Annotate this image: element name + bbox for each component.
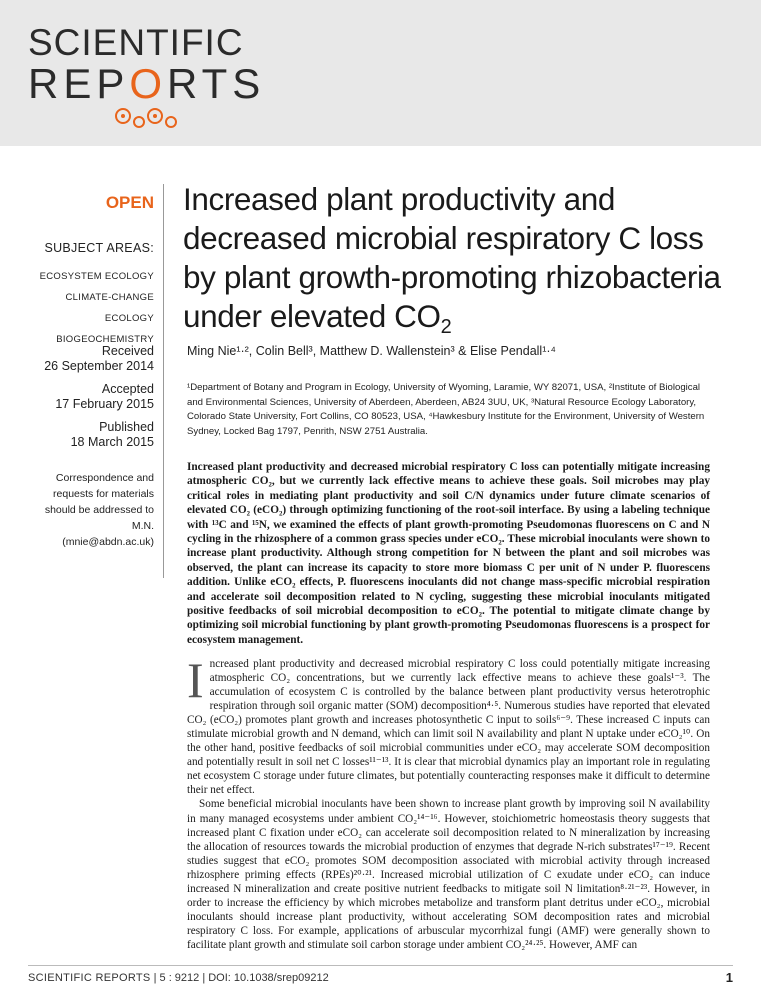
article-dates xyxy=(14,344,154,450)
footer-doi: | 5 : 9212 | DOI: 10.1038/srep09212 xyxy=(150,972,329,984)
subject-areas-title: SUBJECT AREAS: xyxy=(44,241,154,255)
abstract: Increased plant productivity and decreased microbial respiratory C loss can potentially mitigate increasing atmospheric CO₂, but we currently lack effective means to achieve these goals. Soil microbes may play critical roles in mediating plant productivity and soil C/N dynamics under future climate scenarios of elevated CO₂ (eCO₂) through optimizing functioning of the root-soil interface. By using a labeling technique with ¹³C and ¹⁵N, we examined the effects of plant growth-promoting Pseudomonas fluorescens on C and N cycling in the rhizosphere of a common grass species under eCO₂. These microbial inoculants were shown to increase plant productivity. Although strong competition for N between the plant and soil microbes was observed, the plant can increase its capacity to store more biomass C per unit of N under P. fluorescens addition. Unlike eCO₂ effects, P. fluorescens inoculants did not change mass-specific microbial respiration and accelerate soil decomposition related to N cycling, suggesting these microbial inoculants mitigated positive feedbacks of soil microbial decomposition to eCO₂. The potential to mitigate climate change by optimizing soil microbial functioning by plant growth-promoting Pseudomonas fluorescens is a prospect for ecosystem management. xyxy=(187,461,710,646)
received-label: Received xyxy=(101,344,154,358)
footer-citation xyxy=(28,972,329,984)
received-date: 26 September 2014 xyxy=(44,359,154,373)
body-text xyxy=(187,652,710,952)
author-list: Ming Nie¹·², Colin Bell³, Matthew D. Wallenstein³ & Elise Pendall¹·⁴ xyxy=(187,344,556,358)
logo-rts: RTS xyxy=(167,60,266,107)
title-text: Increased plant productivity and decreased microbial respiratory C loss by plant growth-promoting rhizobacteria under elevated CO xyxy=(183,181,721,334)
accepted-label: Accepted xyxy=(101,382,154,396)
open-access-label: OPEN xyxy=(105,193,154,212)
footer-brand: SCIENTIFIC REPORTS xyxy=(28,972,151,984)
footer-rule xyxy=(28,965,733,966)
journal-logo-top: SCIENTIFIC xyxy=(28,22,244,63)
correspondence-note: Correspondence and requests for materials should be addressed to M.N. (mnie@abdn.ac.uk) xyxy=(44,472,154,548)
affiliations: ¹Department of Botany and Program in Ecology, University of Wyoming, Laramie, WY 82071, USA, ²Institute of Biological and Environmental Sciences, University of Aberdeen, Aberdeen, AB24 3UU, UK, ³Natural Resource Ecology Laboratory, Colorado State University, Fort Collins, CO 80523, USA, ⁴Hawkesbury Institute for the Environment, University of Western Sydney, Locked Bag 1797, Penrith, NSW 2751 Australia. xyxy=(187,382,705,437)
subject-item[interactable]: CLIMATE-CHANGE ECOLOGY xyxy=(65,292,154,324)
journal-header xyxy=(0,0,761,146)
logo-o: O xyxy=(129,60,168,107)
title-subscript: 2 xyxy=(440,316,452,338)
gear-icon xyxy=(105,64,195,134)
subject-item[interactable]: BIOGEOCHEMISTRY xyxy=(56,334,154,345)
article-title xyxy=(183,180,723,347)
published-label: Published xyxy=(99,420,154,434)
subject-item[interactable]: ECOSYSTEM ECOLOGY xyxy=(39,271,154,282)
sidebar-divider xyxy=(163,184,164,578)
logo-rep: REP xyxy=(28,60,130,107)
published-date: 18 March 2015 xyxy=(70,435,154,449)
paragraph xyxy=(187,652,710,797)
accepted-date: 17 February 2015 xyxy=(55,397,154,411)
paragraph-text: ncreased plant productivity and decreased microbial respiratory C loss could potentially mitigate increasing atmospheric CO₂ concentrations, but we currently lack effective means to achieve these goals¹⁻³. The accumulation of ecosystem C is controlled by the balance between plant productivity versus heterotrophic respiration through soil organic matter (SOM) decomposition⁴·⁵. Numerous studies have reported that elevated CO₂ (eCO₂) promotes plant growth and increases photosynthetic C input to soils⁶⁻⁹. These increased C inputs can stimulate microbial growth and N demand, which can limit soil N availability and plant N uptake under eCO₂¹⁰. On the other hand, positive feedbacks of soil microbial communities under eCO₂ may accelerate SOM decomposition and potentially result in soil net C losses¹¹⁻¹³. It is clear that microbial dynamics play an important role in regulating net ecosystem C storage under future climates, but potentially counteracting responses make it difficult to determine their net effect. xyxy=(187,658,710,797)
subject-areas-list xyxy=(14,266,154,350)
page-number: 1 xyxy=(725,970,733,985)
paragraph: Some beneficial microbial inoculants have been shown to increase plant growth by improving soil N availability in many managed ecosystems under ambient CO₂¹⁴⁻¹⁶. However, stoichiometric homeostasis theory suggests that increased plant C fixation under eCO₂ can accelerate soil decomposition related to N mineralization by increasing the allocation of resources towards the microbial production of enzymes that degrade N-rich substrates¹⁷⁻¹⁹. Recent studies suggest that eCO₂ promotes SOM decomposition associated with microbial activity through increased rhizosphere priming effects (RPEs)²⁰·²¹. Increased microbial utilization of C exudate under eCO₂ can induce increased N mineralization and create positive nutrient feedbacks to mitigate soil N limitation⁸·²¹⁻²³. However, in order to increase the efficiency by which microbes metabolize and transform plant detritus under eCO₂, microbial inoculants should increase plant productivity, without accelerating SOM decomposition rates and microbial respiratory C loss. For example, applications of arbuscular mycorrhizal fungi (AMF) were generally shown to facilitate plant growth and stimulate soil carbon storage under ambient CO₂²⁴·²⁵. However, AMF can xyxy=(187,798,710,951)
drop-cap: I xyxy=(187,652,204,708)
